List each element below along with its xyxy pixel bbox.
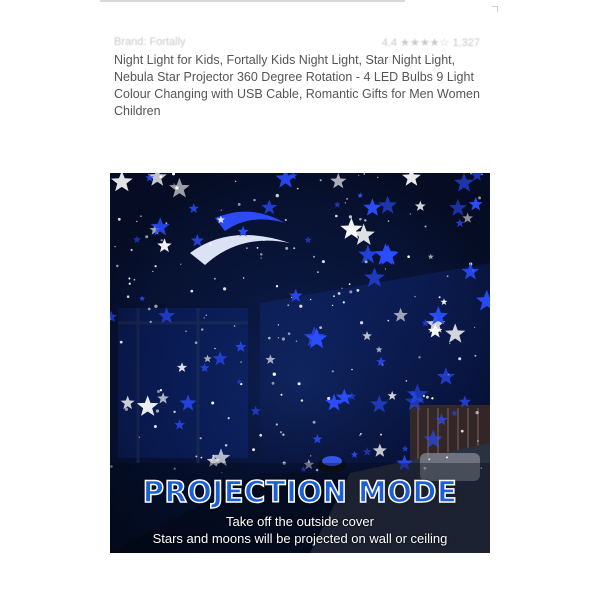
- star-dot: [418, 356, 420, 358]
- star-dot: [145, 235, 148, 238]
- star-dot: [343, 301, 345, 303]
- star-dot: [380, 434, 382, 436]
- star-dot: [345, 202, 346, 203]
- star-dot: [297, 188, 299, 190]
- star-dot: [253, 199, 255, 201]
- star-dot: [377, 177, 378, 178]
- corner-mark: [492, 6, 498, 12]
- star-dot: [282, 337, 285, 340]
- star-dot: [406, 380, 408, 382]
- star-dot: [185, 330, 187, 332]
- star-dot: [332, 370, 334, 372]
- star-dot: [458, 357, 461, 360]
- star-dot: [317, 271, 319, 273]
- faded-header-row: [114, 36, 484, 50]
- star-dot: [278, 337, 279, 338]
- star-dot: [313, 421, 316, 424]
- star-dot: [260, 253, 263, 256]
- star-dot: [155, 265, 157, 267]
- star-dot: [291, 297, 292, 298]
- star-dot: [136, 221, 137, 222]
- star-dot: [234, 325, 235, 326]
- star-dot: [478, 196, 481, 199]
- star-dot: [313, 256, 315, 258]
- star-dot: [120, 341, 123, 344]
- star-dot: [360, 321, 363, 324]
- star-dot: [209, 243, 212, 246]
- star-dot: [195, 341, 198, 344]
- star-dot: [160, 389, 162, 391]
- star-dot: [299, 305, 302, 308]
- star-dot: [447, 275, 449, 277]
- star-dot: [261, 258, 262, 259]
- star-dot: [252, 448, 255, 451]
- star-dot: [166, 222, 168, 224]
- projection-mode-banner: PROJECTION MODE: [142, 475, 458, 509]
- star-dot: [387, 320, 389, 322]
- star-dot: [349, 290, 352, 293]
- star-dot: [272, 382, 275, 385]
- star-dot: [310, 299, 311, 300]
- star-dot: [228, 417, 230, 419]
- star-dot: [310, 455, 311, 456]
- star-dot: [243, 277, 244, 278]
- star-dot: [446, 456, 448, 458]
- star-dot: [280, 431, 282, 433]
- star-dot: [214, 278, 216, 280]
- star-dot: [140, 215, 142, 217]
- star-dot: [407, 255, 410, 258]
- star-dot: [449, 343, 450, 344]
- star-dot: [296, 341, 297, 342]
- star-dot: [134, 279, 136, 281]
- star-dot: [474, 355, 476, 357]
- star-dot: [273, 373, 276, 376]
- star-dot: [240, 361, 241, 362]
- star-dot: [225, 444, 228, 447]
- star-dot: [320, 179, 322, 181]
- star-dot: [346, 198, 348, 200]
- star-dot: [351, 369, 353, 371]
- star-dot: [285, 219, 287, 221]
- star-dot: [338, 292, 341, 295]
- rating-text[interactable]: 4.4 ★★★★☆ 1,327: [381, 37, 480, 49]
- star-dot: [287, 304, 289, 306]
- star-dot: [335, 215, 338, 218]
- star-dot: [129, 283, 131, 285]
- star-dot: [388, 220, 389, 221]
- star-dot: [204, 317, 205, 318]
- star-dot: [358, 175, 359, 176]
- star-dot: [341, 288, 342, 289]
- star-dot: [333, 295, 335, 297]
- star-dot: [206, 315, 207, 316]
- star-dot: [301, 399, 303, 401]
- star-dot: [257, 247, 259, 249]
- star-dot: [156, 409, 159, 412]
- star-dot: [357, 289, 360, 292]
- star-dot: [431, 397, 433, 399]
- product-title[interactable]: Night Light for Kids, Fortally Kids Night Light, Star Night Light, Nebula Star Projector 360 Degree Rotation - 4 LED Bulbs 9 Light Colour Changing with USB Cable, Romantic Gifts for Men Women Children: [114, 53, 480, 118]
- star-dot: [223, 287, 226, 290]
- caption-line-2: Stars and moons will be projected on wall or ceiling: [152, 531, 448, 546]
- caption-line-1: Take off the outside cover: [226, 514, 374, 529]
- star-dot: [385, 268, 386, 269]
- star-dot: [200, 437, 202, 439]
- star-dot: [139, 437, 140, 438]
- star-dot: [276, 285, 278, 287]
- star-dot: [285, 247, 288, 250]
- star-dot: [414, 296, 415, 297]
- star-dot: [127, 295, 130, 298]
- star-dot: [426, 396, 429, 399]
- star-dot: [276, 423, 278, 425]
- star-dot: [148, 308, 151, 311]
- star-dot: [477, 440, 479, 442]
- star-dot: [410, 213, 412, 215]
- brand-text[interactable]: Brand: Fortally: [114, 36, 186, 48]
- star-dot: [211, 402, 214, 405]
- star-dot: [201, 328, 203, 330]
- star-dot: [282, 434, 284, 436]
- star-dot: [201, 457, 203, 459]
- star-dot: [173, 184, 174, 185]
- star-dot: [298, 382, 301, 385]
- star-dot: [359, 218, 362, 221]
- star-dot: [152, 271, 153, 272]
- star-dot: [214, 348, 215, 349]
- star-dot: [439, 296, 441, 298]
- star-dot: [319, 326, 322, 329]
- star-dot: [349, 283, 351, 285]
- top-divider: [100, 0, 405, 2]
- star-dot: [173, 411, 175, 413]
- product-image[interactable]: [110, 173, 490, 553]
- star-dot: [118, 218, 121, 221]
- star-dot: [125, 408, 128, 411]
- star-dot: [238, 203, 241, 206]
- star-dot: [476, 411, 479, 414]
- star-dot: [154, 425, 157, 428]
- star-dot: [364, 173, 366, 175]
- star-dot: [278, 324, 279, 325]
- star-dot: [268, 337, 271, 340]
- star-dot: [246, 247, 248, 249]
- star-dot: [276, 194, 279, 197]
- star-dot: [428, 458, 430, 460]
- star-dot: [190, 290, 193, 293]
- star-dot: [293, 247, 295, 249]
- star-dot: [180, 264, 181, 265]
- star-dot: [128, 278, 130, 280]
- star-dot: [425, 226, 427, 228]
- star-dot: [161, 239, 163, 241]
- star-dot: [349, 215, 352, 218]
- star-dot: [195, 456, 197, 458]
- star-dot: [364, 219, 366, 221]
- star-dot: [332, 305, 333, 306]
- star-dot: [359, 434, 361, 436]
- star-dot: [116, 265, 119, 268]
- star-dot: [221, 209, 222, 210]
- star-dot: [322, 260, 325, 263]
- star-dot: [131, 249, 133, 251]
- star-dot: [259, 434, 262, 437]
- star-dot: [281, 394, 283, 396]
- star-dot: [263, 239, 265, 241]
- star-dot: [461, 430, 464, 433]
- star-dot: [235, 181, 236, 182]
- star-dot: [114, 246, 115, 247]
- star-dot: [154, 305, 157, 308]
- star-dot: [288, 332, 291, 335]
- star-dot: [150, 321, 152, 323]
- star-dot: [157, 390, 160, 393]
- star-dot: [474, 327, 475, 328]
- star-dot: [327, 397, 330, 400]
